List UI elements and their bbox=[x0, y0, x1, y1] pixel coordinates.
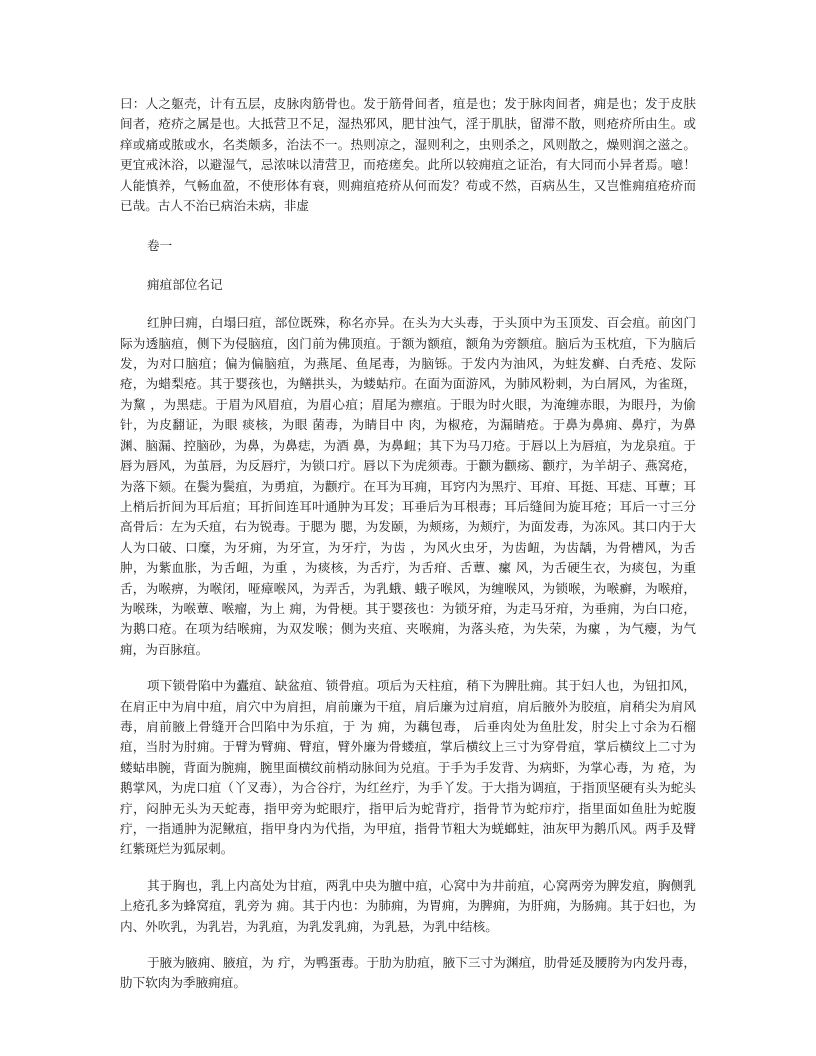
volume-title: 卷一 bbox=[147, 238, 173, 254]
body-paragraph-head: 红肿曰痈，白塌曰疽，部位既殊，称名亦异。在头为大头毒，于头顶中为玉顶发、百会疽。前囟门际为透脑疽，侧下为侵脑疽，囟门前为佛顶疽。于额为额疽，额角为旁额疽。脑后为玉枕疽，下为脑后发，为对口脑疽；偏为偏脑疽，为燕尾、鱼尾毒，为脑铄。于发内为油风，为蛀发癣、白秃疮、发际疮，为蜡梨疮。其于婴孩也，为鳝拱头，为蝼蛄疖。在面为面游风，为肺风粉刺，为白屑风，为雀斑，为黧 ，为黑痣。于眉为风眉疽，为眉心疽；眉尾为瘭疽。于眼为时火眼，为淹缠赤眼，为眼丹，为偷针，为皮翻证，为眼 痰核，为眼 菌毒，为睛目中 肉，为椒疮，为漏睛疮。于鼻为鼻痈、鼻疔，为鼻渊、脑漏、控脑砂，为鼻，为鼻痣，为酒 鼻，为鼻衄；其下为马刀疮。于唇以上为唇疽，为龙泉疽。于唇为唇风，为茧唇，为反唇疔，为锁口疔。唇以下为虎须毒。于颧为颧疡、颧疔，为羊胡子、燕窝疮，为落下颏。在鬓为鬓疽，为勇疽，为颧疔。在耳为耳痈，耳窍内为黑疔、耳疳、耳挺、耳痣、耳蕈；耳上梢后折间为耳后疽；耳折间连耳叶通肿为耳发；耳垂后为耳根毒；耳后缝间为旋耳疮；耳后一寸三分高骨后：左为夭疽，右为锐毒。于腮为 腮，为发颐，为颊疡，为颊疔，为面发毒，为冻风。其口内于大人为口破、口糜，为牙痈，为牙宣，为牙疔，为齿 ，为风火虫牙，为齿衄，为齿龋，为骨槽风，为舌肿，为紫血胀，为舌衄，为重 ，为痰核，为舌疔，为舌疳、舌蕈、瘰 风，为舌硬生衣，为痰包，为重舌，为喉痹，为喉闭，哑瘴喉风，为弄舌，为乳蛾、蛾子喉风，为缠喉风，为锁喉，为喉癣，为喉疳，为喉珠，为喉蕈、喉瘤，为上 痈，为骨梗。其于婴孩也：为锁牙疳，为走马牙疳，为垂痈，为白口疮，为鹅口疮。在项为结喉痈，为双发喉；侧为夹疽、夹喉痈，为落头疮，为失荣，为瘰 ，为气瘿，为气痈，为百脉疽。 bbox=[120, 315, 696, 657]
intro-paragraph: 曰：人之躯壳，计有五层，皮脉肉筋骨也。发于筋骨间者，疽是也；发于脉肉间者，痈是也；发于皮肤间者，疮疥之属是也。大抵营卫不足，湿热邪风，肥甘浊气，淫于肌肤，留滞不散，则疮疥所由生。或痒或痛或脓或水，名类颇多，治法不一。热则凉之，湿则利之，虫则杀之，风则散之，燥则润之滋之。更宜戒沐浴，以避湿气，忌浓味以清营卫，而疮瘥矣。此所以较痈疽之证治，有大同而小异者焉。噫！人能慎养，气畅血盈，不使形体有衰，则痈疽疮疥从何而发？苟或不然，百病丛生，又岂惟痈疽疮疥而已哉。古人不治已病治未病，非虚 bbox=[120, 96, 696, 214]
body-paragraph-neck-arm: 项下锁骨陷中为蠹疽、缺盆疽、锁骨疽。项后为天柱疽，稍下为脾肚痈。其于妇人也，为钮扣风，在肩正中为肩中疽，肩穴中为肩担，肩前廉为干疽，肩后廉为过肩疽，肩后腋外为胶疽，肩稍尖为肩风毒，肩前腋上骨缝开合凹陷中为乐疽，于 为 痈，为藕包毒， 后垂肉处为鱼肚发，肘尖上寸余为石榴疽，当肘为肘痈。于臂为臂痈、臂疽，臂外廉为骨蝼疽，掌后横纹上三寸为穿骨疽，掌后横纹上二寸为蝼蛄串腕，背面为腕痈，腕里面横纹前梢动脉间为兑疽。于手为手发背、为病虾，为掌心毒，为 疮，为鹅掌风，为虎口疽（丫叉毒），为合谷疔，为红丝疔，为手丫发。于大指为调疽，于指顶坚硬有头为蛇头疔，闷肿无头为天蛇毒，指甲旁为蛇眼疔，指甲后为蛇背疔，指骨节为蛇疖疔，指里面如鱼肚为蛇腹疔，一指通肿为泥鳅疽，指甲身内为代指，为甲疽，指骨节粗大为蜣螂蛀，油灰甲为鹅爪风。两手及臂红紫斑烂为狐尿刺。 bbox=[120, 678, 696, 857]
body-paragraph-chest: 其于胸也，乳上内高处为甘疽，两乳中央为膻中疽，心窝中为井前疽，心窝两旁为脾发疽，胸侧乳上疮孔多为蜂窝疽，乳旁为 痈。其于内也：为肺痈，为胃痈，为脾痈，为肝痈，为肠痈。其于妇也，为内、外吹乳，为乳岩，为乳疽，为乳发乳痈，为乳悬，为乳中结核。 bbox=[120, 877, 696, 934]
document-page bbox=[120, 94, 696, 994]
body-paragraph-armpit: 于腋为腋痈、腋疽，为 疔，为鸭蛋毒。于肋为肋疽，腋下三寸为渊疽，肋骨延及腰胯为内发丹毒，肋下软肉为季腋痈疽。 bbox=[120, 955, 696, 991]
section-title: 痈疽部位名记 bbox=[147, 276, 223, 292]
